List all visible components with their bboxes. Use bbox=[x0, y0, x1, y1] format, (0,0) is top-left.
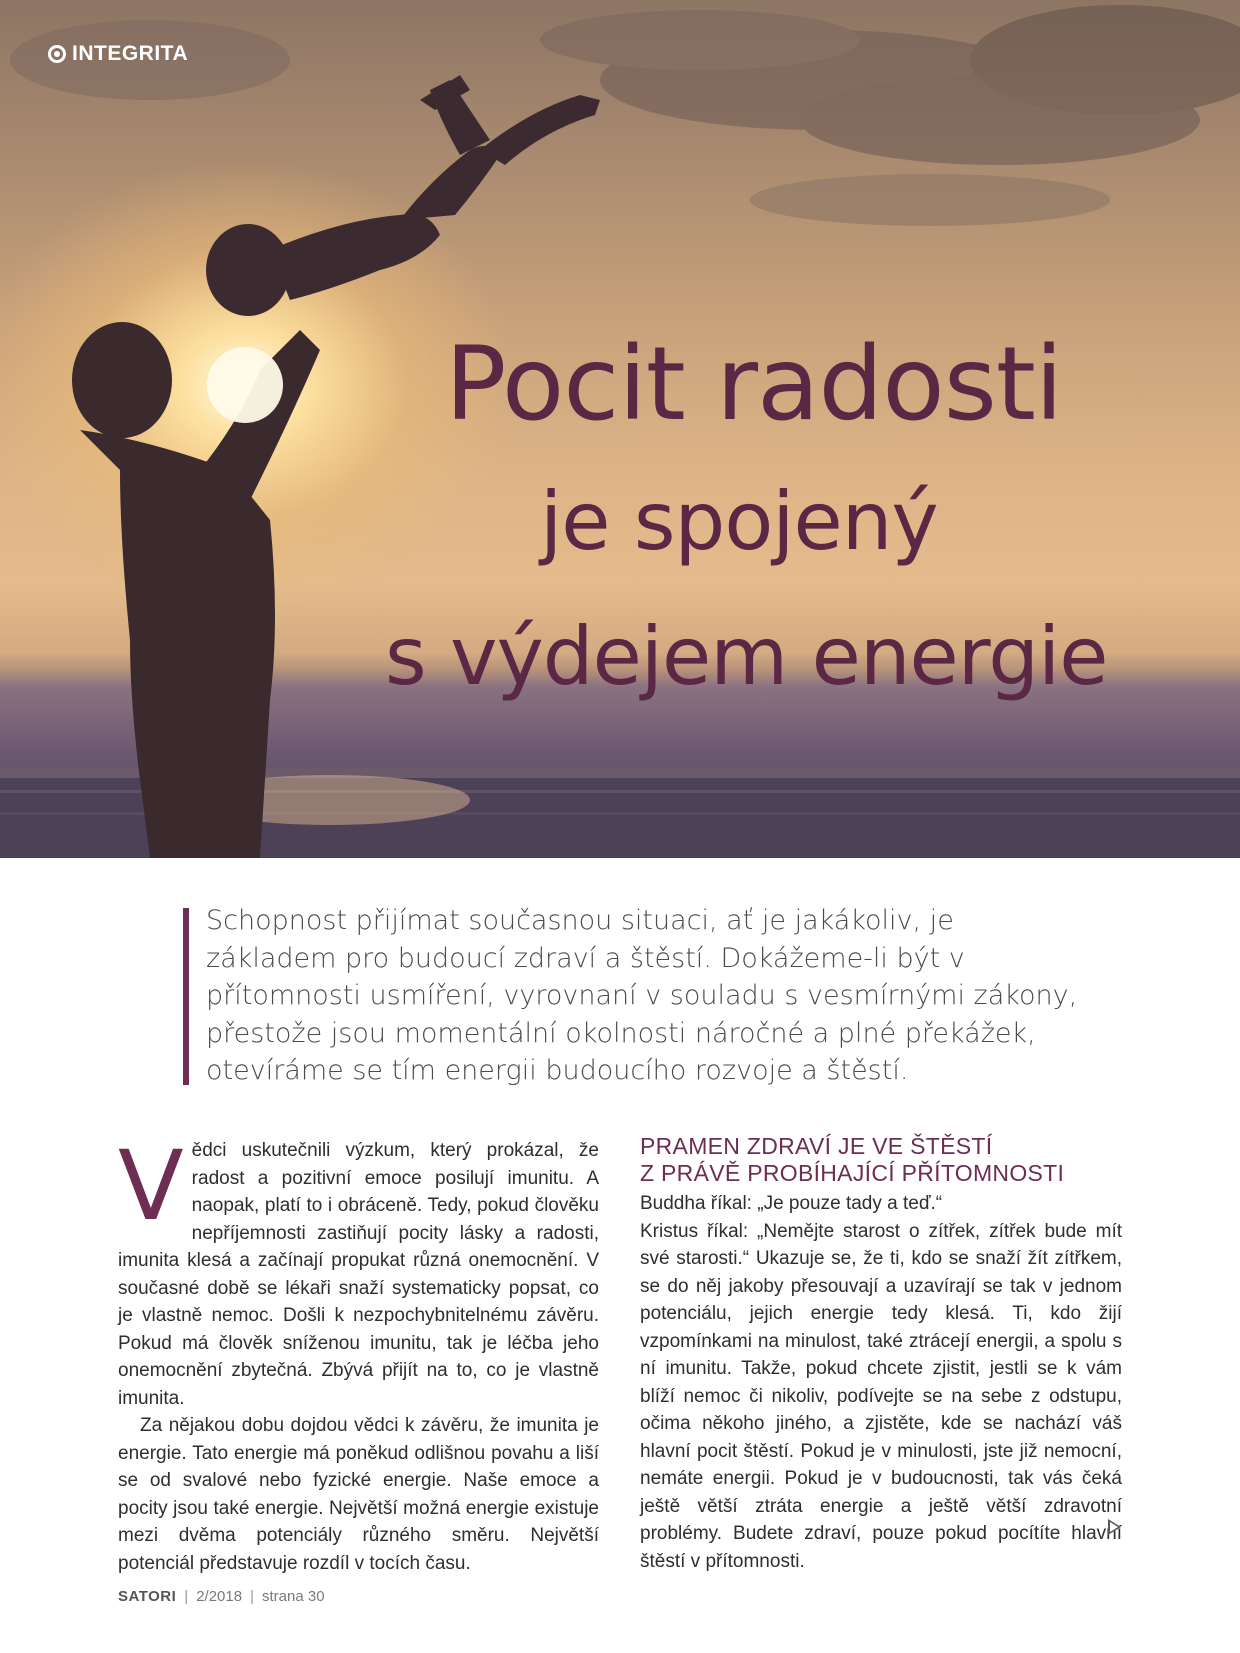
footer-issue: 2/2018 bbox=[196, 1588, 243, 1605]
title-line-3: s výdejem energie bbox=[385, 610, 1108, 703]
footer-separator: | bbox=[184, 1588, 189, 1605]
right-column bbox=[640, 1133, 1122, 1575]
section-heading-line-2: Z PRÁVĚ PROBÍHAJÍCÍ PŘÍTOMNOSTI bbox=[640, 1160, 1065, 1186]
footer-brand: SATORI bbox=[118, 1588, 177, 1605]
page-footer bbox=[118, 1588, 325, 1605]
section-tag bbox=[48, 42, 188, 66]
clouds bbox=[10, 5, 1240, 226]
left-column bbox=[118, 1130, 599, 1577]
right-paragraph-1: Buddha říkal: „Je pouze tady a teď.“ bbox=[640, 1193, 943, 1214]
left-paragraph-1: ědci uskutečnili výzkum, který prokázal, že radost a pozitivní emoce posilují imunitu. A naopak, platí to i obráceně. Tedy, pokud člověku nepříjemnosti zastiňují pocity lásky a radosti, imunita klesá a začínají propukat různá onemocnění. V současné době se lékaři snaží systematicky popsat, co je vlastně nemoc. Došli k nezpochybnitelnému závěru. Pokud má člověk sníženou imunitu, tak je léčba jeho onemocnění zbytečná. Zbývá přijít na to, co je vlastně imunita. bbox=[118, 1140, 599, 1409]
title-line-2: je spojený bbox=[540, 475, 938, 568]
section-label: INTEGRITA bbox=[72, 42, 189, 65]
left-paragraph-2: Za nějakou dobu dojdou vědci k závěru, že imunita je energie. Tato energie má poněkud odlišnou povahu a liší se od svalové nebo fyzické energie. Naše emoce a pocity jsou také energie. Největší možná energie existuje mezi dvěma potenciály různého směru. Největší potenciál představuje rozdíl v tocích času. bbox=[118, 1415, 599, 1574]
section-heading bbox=[640, 1133, 1122, 1187]
play-triangle-icon bbox=[1108, 1519, 1121, 1535]
title-line-1: Pocit radosti bbox=[445, 325, 1063, 444]
lead-accent-bar bbox=[183, 908, 189, 1085]
section-heading-line-1: PRAMEN ZDRAVÍ JE VE ŠTĚSTÍ bbox=[640, 1133, 993, 1159]
footer-separator: | bbox=[250, 1588, 254, 1605]
lead-paragraph: Schopnost přijímat současnou situaci, ať je jakákoliv, je základem pro budoucí zdraví a štěstí. Dokážeme-li být v přítomnosti usmíření, vyrovnaní v souladu s vesmírnými zákony, přestože jsou momentální okolnosti náročné a plné překážek, otevíráme se tím energii budoucího rozvoje a štěstí. bbox=[206, 905, 1078, 1086]
target-icon bbox=[48, 45, 66, 63]
footer-page-number: strana 30 bbox=[262, 1588, 325, 1605]
drop-cap: V bbox=[118, 1130, 184, 1242]
right-paragraph-2: Kristus říkal: „Nemějte starost o zítřek, zítřek bude mít své starosti.“ Ukazuje se, že ti, kdo se snaží žít zítřkem, se do něj jakoby přesouvají a uzavírají se tak v jednom potenciálu, jejich energie tedy klesá. Ti, kdo žijí vzpomínkami na minulost, také ztrácejí energii, a spolu s ní imunitu. Takže, pokud chcete zjistit, jestli se k vám blíží nemoc či nikoliv, podívejte se na sebe z odstupu, očima někoho jiného, a zjistěte, kde se nachází váš hlavní pocit štěstí. Pokud je v minulosti, jste již nemocní, nemáte energii. Pokud je v budoucnosti, tak vás čeká ještě větší ztráta energie a ještě větší zdravotní problémy. Budete zdraví, pouze pokud pocítíte hlavní štěstí v přítomnosti. bbox=[640, 1220, 1122, 1572]
child-silhouette bbox=[206, 75, 600, 316]
sun bbox=[207, 347, 283, 423]
